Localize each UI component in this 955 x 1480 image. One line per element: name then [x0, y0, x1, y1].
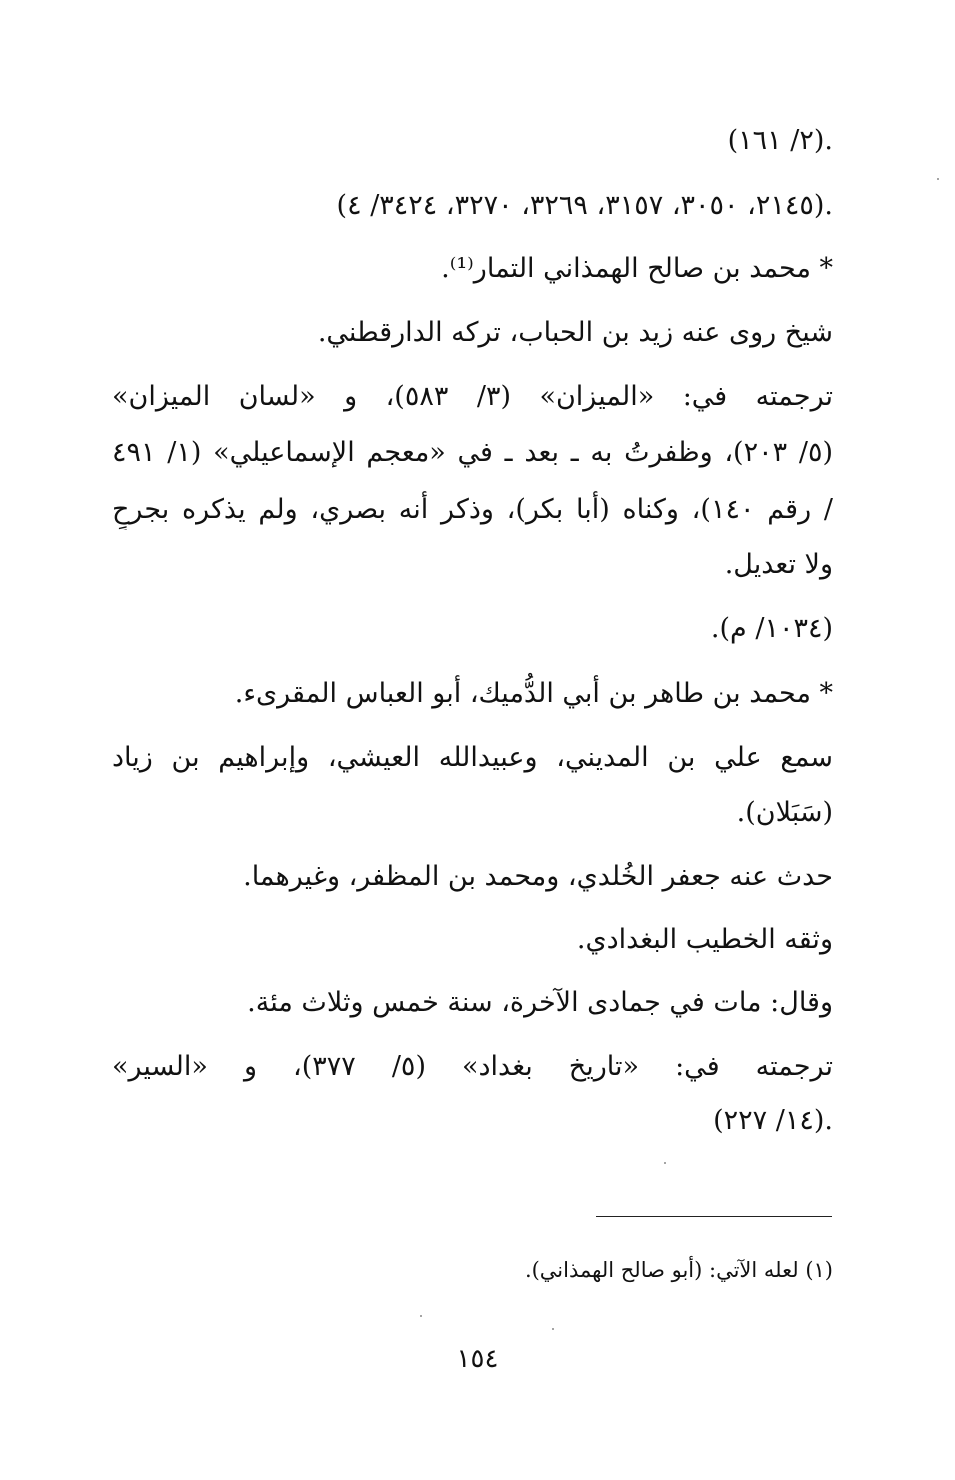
entry-heading-1: * محمد بن صالح الهمذاني التمار⁽¹⁾. — [441, 253, 833, 284]
footnote-divider — [596, 1216, 832, 1217]
text-line-5: ترجمته في: «الميزان» (٣/ ٥٨٣)، و «لسان الميزان» — [112, 381, 833, 412]
text-line-12: (سَبَلان). — [736, 797, 833, 828]
text-line-9: (١٠٣٤/ م). — [710, 613, 833, 644]
text-line-14: وثقه الخطيب البغدادي. — [576, 924, 833, 955]
text-line-15: وقال: مات في جمادى الآخرة، سنة خمس وثلاث مئة. — [247, 987, 833, 1018]
entry-heading-2: * محمد بن طاهر بن أبي الدُّميك، أبو العباس المقرىء. — [234, 678, 833, 709]
page-number: ١٥٤ — [456, 1344, 499, 1374]
text-line-7: / رقم ١٤٠)، وكناه (أبا بكر)، وذكر أنه بصري، ولم يذكره بجرحٍ — [112, 494, 833, 525]
scan-speck — [937, 178, 939, 180]
scan-speck — [420, 1315, 422, 1317]
text-line-16: ترجمته في: «تاريخ بغداد» (٥/ ٣٧٧)، و «السير» — [112, 1051, 833, 1082]
text-line-17: (١٤/ ٢٢٧). — [713, 1105, 833, 1136]
scan-speck — [552, 1328, 554, 1330]
text-line-13: حدث عنه جعفر الخُلدي، ومحمد بن المظفر، وغيرهما. — [243, 861, 833, 892]
text-line-1: (٢/ ١٦١). — [727, 125, 833, 156]
text-line-2: (٢١٤٥، ٣٠٥٠، ٣١٥٧، ٣٢٦٩، ٣٢٧٠، ٣٤٢٤/ ٤). — [336, 190, 833, 221]
scan-speck — [664, 1162, 666, 1164]
text-line-6: (٥/ ٢٠٣)، وظفرتُ به ـ بعد ـ في «معجم الإسماعيلي» (١/ ٤٩١ — [112, 437, 833, 468]
footnote: (١) لعله الآتي: (أبو صالح الهمذاني). — [524, 1258, 833, 1282]
text-line-11: سمع علي بن المديني، وعبيدالله العيشي، وإبراهيم بن زياد — [112, 742, 833, 773]
text-line-4: شيخ روى عنه زيد بن الحباب، تركه الدارقطني. — [317, 317, 833, 348]
text-line-8: ولا تعديل. — [724, 549, 833, 580]
